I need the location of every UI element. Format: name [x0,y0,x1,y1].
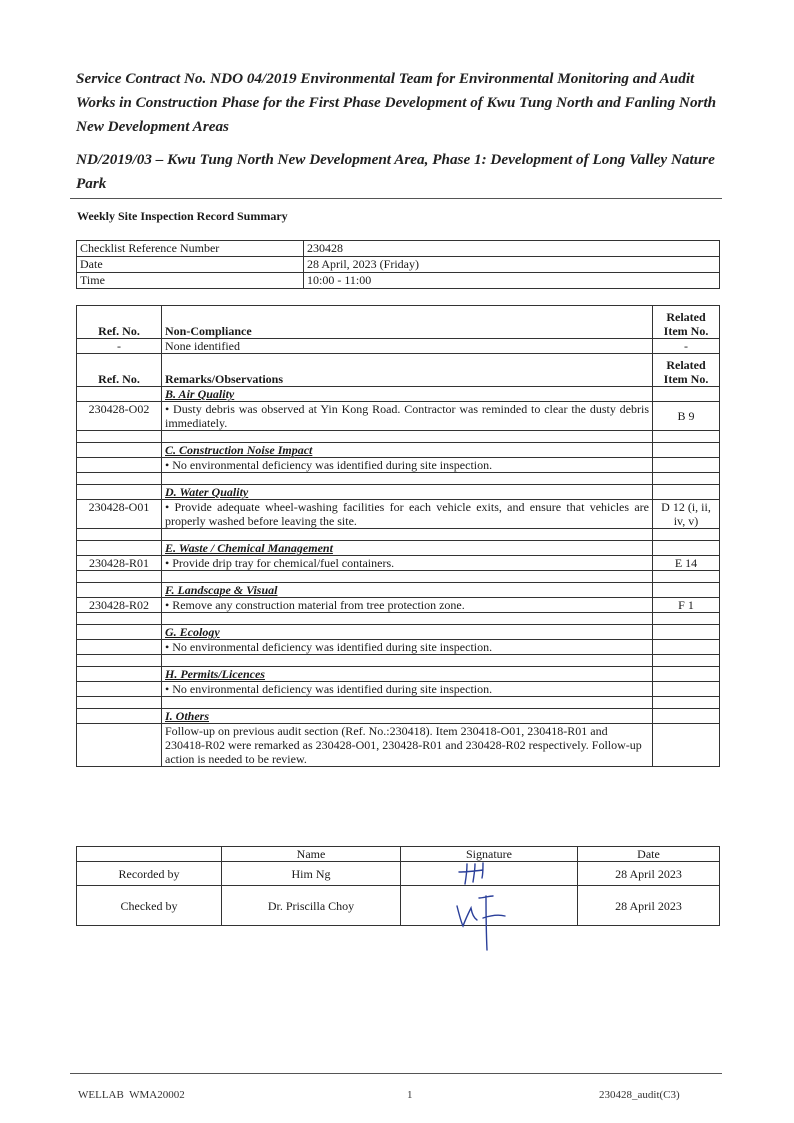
info-row [77,241,720,257]
section-title: I. Others [162,709,653,724]
info-label: Time [77,273,304,289]
footer-file-ref: 230428_audit(C3) [599,1089,680,1101]
signoff-header-date: Date [578,847,720,862]
col-noncompliance-header: Non-Compliance [162,306,653,339]
blank-row [77,431,720,443]
section-title: F. Landscape & Visual [162,583,653,598]
observation-row [77,500,720,529]
section-row [77,625,720,640]
project-title: ND/2019/03 – Kwu Tung North New Development Area, Phase 1: Development of Long Valley Nature Park [76,151,715,192]
signature-icon [453,860,513,886]
section-title: G. Ecology [162,625,653,640]
summary-title: Weekly Site Inspection Record Summary [77,209,288,223]
info-value: 230428 [304,241,720,257]
obs-related [653,458,720,473]
info-value: 28 April, 2023 (Friday) [304,257,720,273]
info-label: Checklist Reference Number [77,241,304,257]
observation-row [77,682,720,697]
nc-text: None identified [162,339,653,354]
blank-row [77,473,720,485]
col-ref-header: Ref. No. [77,306,162,339]
obs-text: • No environmental deficiency was identified during site inspection. [162,458,653,473]
blank-row [77,697,720,709]
blank-row [77,571,720,583]
section-row [77,667,720,682]
signoff-table [76,846,720,926]
col-related-header: Related Item No. [653,354,720,387]
obs-ref [77,458,162,473]
contract-title: Service Contract No. NDO 04/2019 Environmental Team for Environmental Monitoring and Audit Works in Construction Phase for the First Phase Development of Kwu Tung North and Fanling North New Development Areas [76,70,717,135]
section-title: D. Water Quality [162,485,653,500]
observation-row [77,724,720,767]
obs-text: • Provide drip tray for chemical/fuel containers. [162,556,653,571]
blank-row [77,655,720,667]
obs-text: • No environmental deficiency was identified during site inspection. [162,640,653,655]
obs-ref: 230428-O02 [77,402,162,431]
obs-text: • No environmental deficiency was identified during site inspection. [162,682,653,697]
observation-row [77,640,720,655]
nc-ref: - [77,339,162,354]
obs-ref [77,640,162,655]
signoff-role: Recorded by [77,862,222,886]
section-title: H. Permits/Licences [162,667,653,682]
obs-related: E 14 [653,556,720,571]
signoff-date: 28 April 2023 [578,886,720,926]
obs-ref [77,682,162,697]
blank-row [77,529,720,541]
section-row [77,709,720,724]
signoff-row [77,886,720,926]
obs-related [653,682,720,697]
signoff-role: Checked by [77,886,222,926]
signoff-date: 28 April 2023 [578,862,720,886]
signoff-header-blank [77,847,222,862]
section-row [77,583,720,598]
obs-ref: 230428-O01 [77,500,162,529]
col-related-header: Related Item No. [653,306,720,339]
obs-text: Follow-up on previous audit section (Ref. No.:230418). Item 230418-O01, 230418-R01 and 230418-R02 were remarked as 230428-O01, 230428-R01 and 230428-R02 respectively. Follow-up action is needed to be review. [162,724,653,767]
observation-row [77,556,720,571]
signoff-row [77,862,720,886]
obs-text: • Provide adequate wheel-washing facilities for each vehicle exits, and ensure that vehicles are properly washed before leaving the site. [162,500,653,529]
info-label: Date [77,257,304,273]
section-title: B. Air Quality [162,387,653,402]
signoff-name: Dr. Priscilla Choy [222,886,401,926]
section-row [77,443,720,458]
obs-header-row [77,354,720,387]
obs-related: F 1 [653,598,720,613]
signature-icon [453,888,523,958]
blank-row [77,613,720,625]
nc-row [77,339,720,354]
info-value: 10:00 - 11:00 [304,273,720,289]
info-table [76,240,720,289]
info-row [77,273,720,289]
obs-text: • Dusty debris was observed at Yin Kong Road. Contractor was reminded to clear the dusty debris immediately. [162,402,653,431]
nc-header-row [77,306,720,339]
observation-row [77,402,720,431]
section-row [77,541,720,556]
observation-row [77,458,720,473]
signoff-name: Him Ng [222,862,401,886]
footer-doc-ref: WELLAB WMA20002 [78,1089,185,1101]
header-divider [70,198,722,199]
section-row [77,387,720,402]
footer-divider [70,1073,722,1074]
obs-related [653,724,720,767]
signature-cell [401,886,578,926]
obs-related: B 9 [653,402,720,431]
signoff-header-name: Name [222,847,401,862]
obs-ref: 230428-R01 [77,556,162,571]
obs-related: D 12 (i, ii, iv, v) [653,500,720,529]
obs-ref [77,724,162,767]
col-ref-header: Ref. No. [77,354,162,387]
col-remarks-header: Remarks/Observations [162,354,653,387]
signoff-header-signature: Signature [401,847,578,862]
obs-ref: 230428-R02 [77,598,162,613]
obs-text: • Remove any construction material from tree protection zone. [162,598,653,613]
page-number: 1 [407,1089,413,1101]
observation-row [77,598,720,613]
section-title: E. Waste / Chemical Management [162,541,653,556]
section-title: C. Construction Noise Impact [162,443,653,458]
info-row [77,257,720,273]
signature-cell [401,862,578,886]
signoff-header-row [77,847,720,862]
section-row [77,485,720,500]
nc-related: - [653,339,720,354]
obs-related [653,640,720,655]
inspection-table [76,305,720,767]
